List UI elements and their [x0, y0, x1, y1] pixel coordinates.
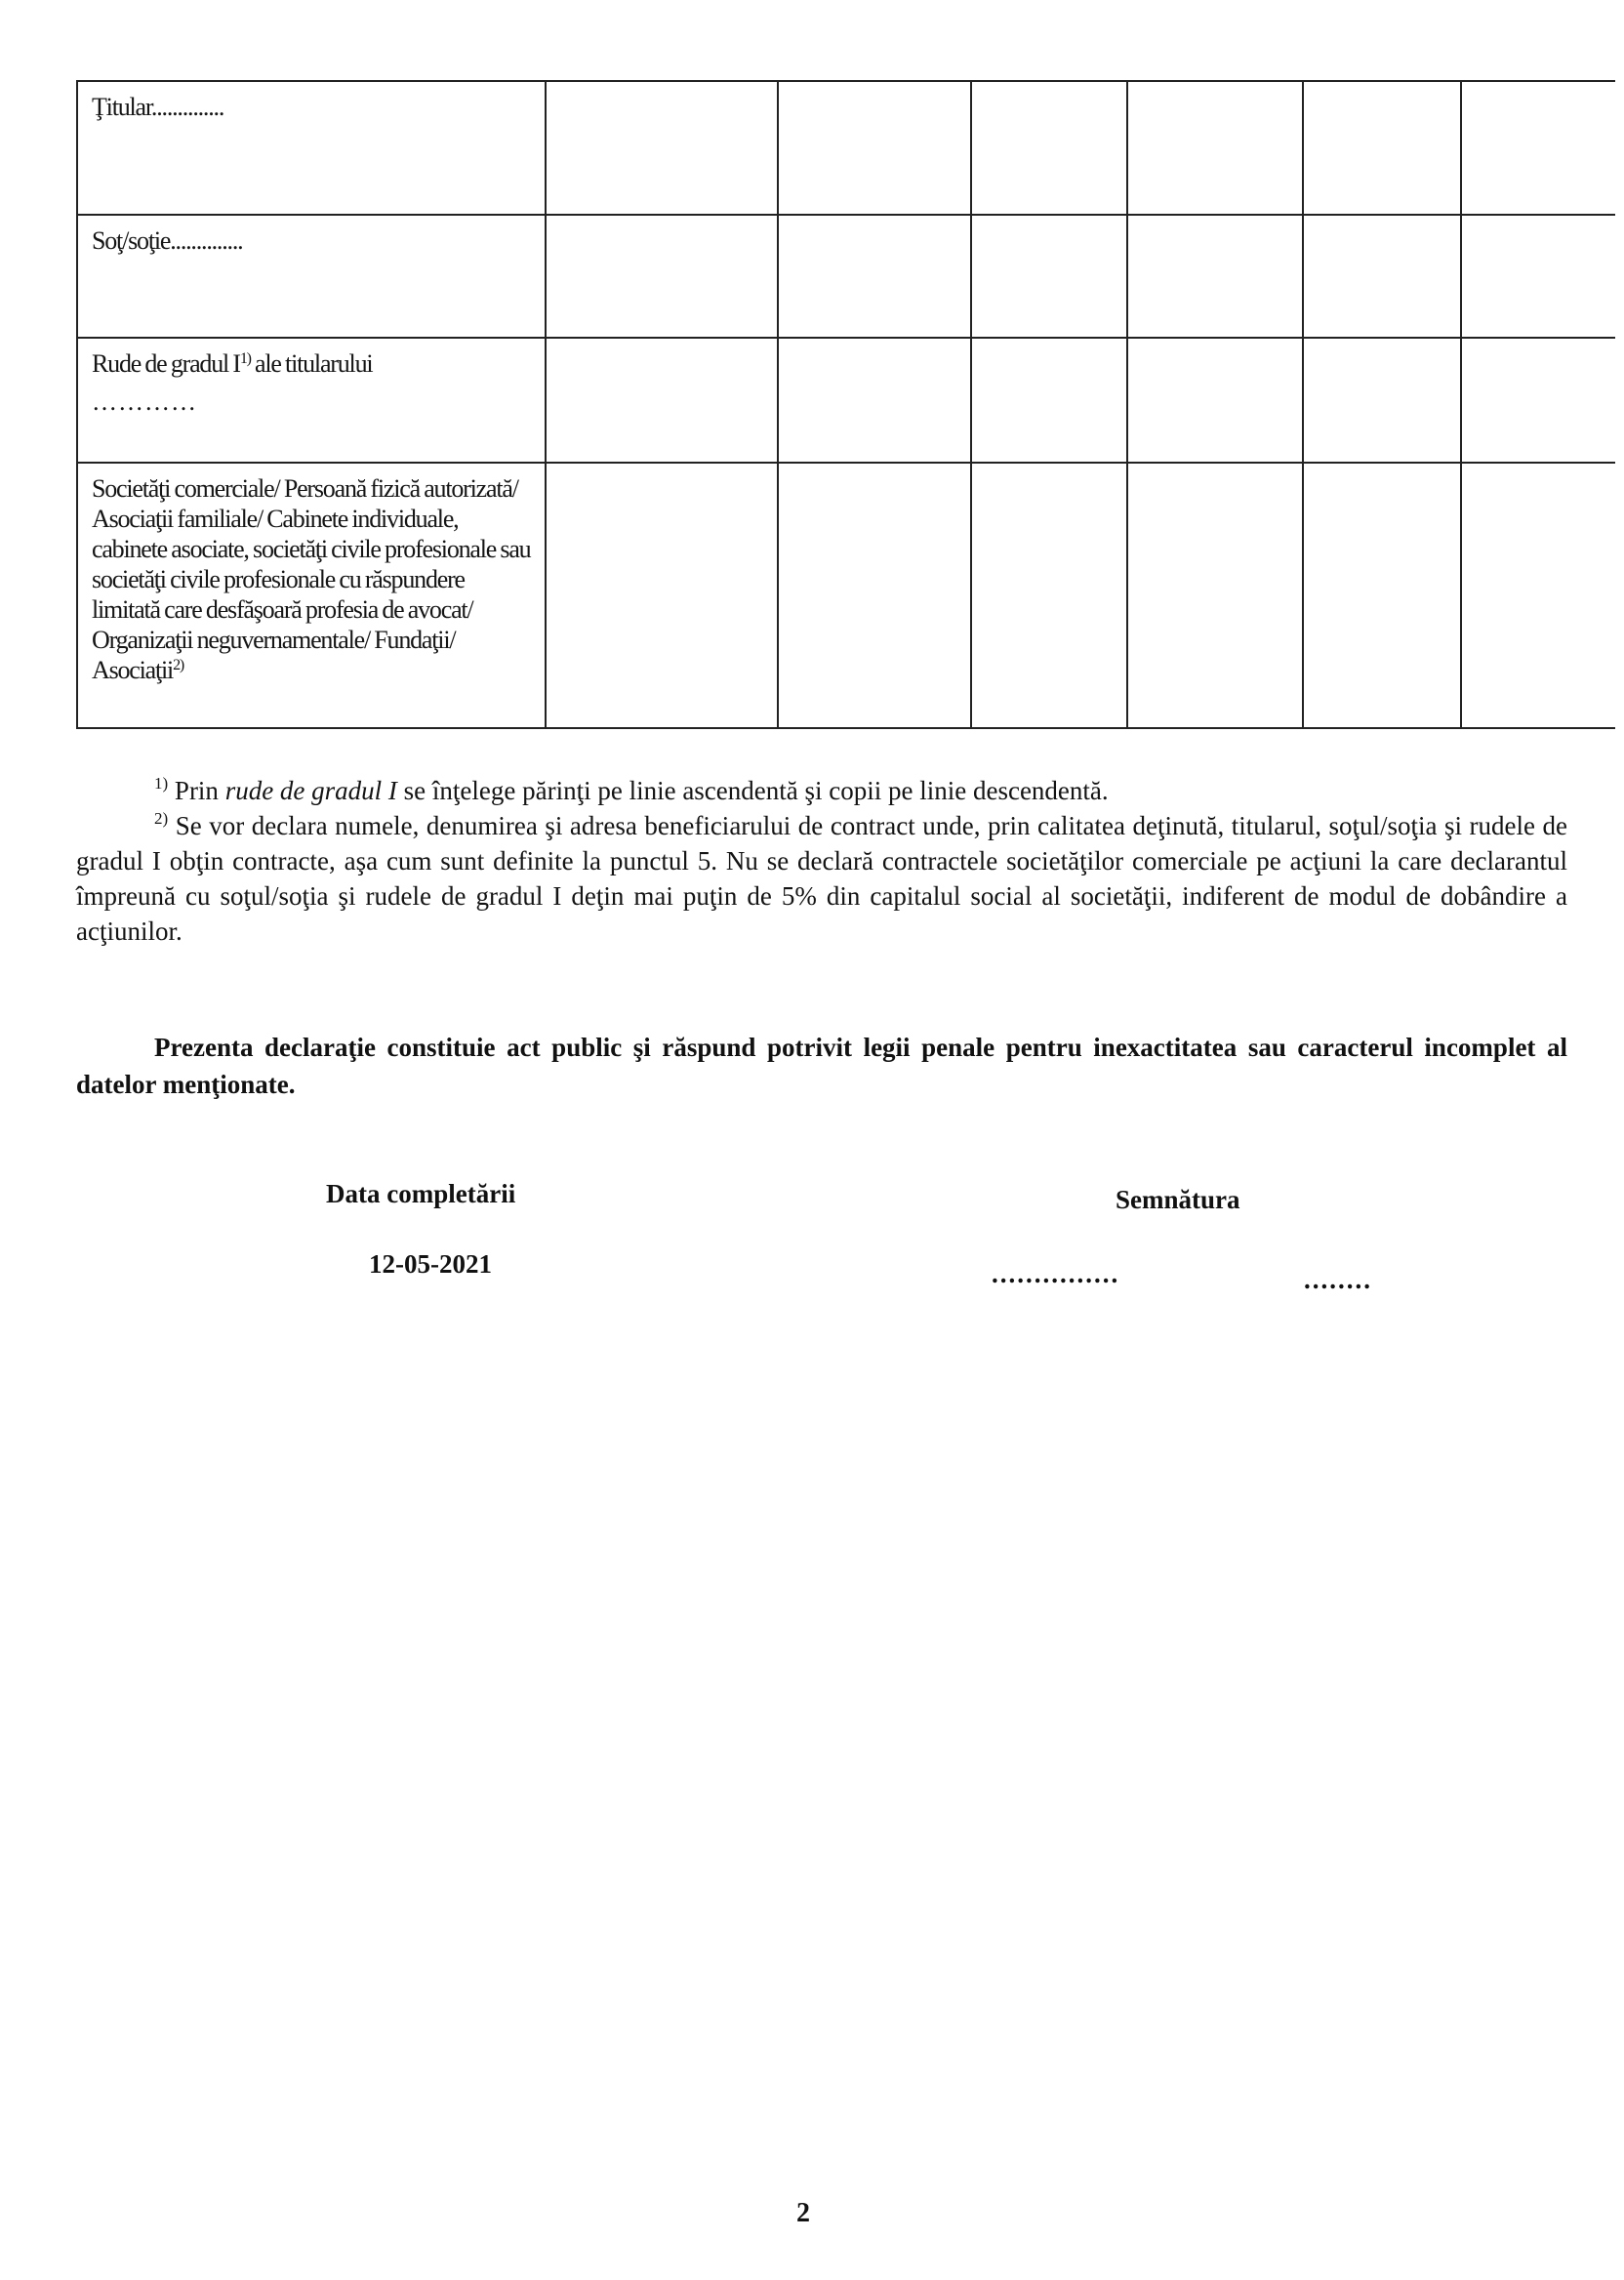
table-cell: [971, 338, 1127, 463]
footnote-2: [76, 808, 1567, 949]
table-cell: [1127, 81, 1303, 215]
relatives-label-start: Rude de gradul I: [92, 349, 240, 378]
table-row-companies: [77, 463, 1615, 728]
table-cell: [778, 215, 971, 338]
table-cell: [546, 463, 778, 728]
footnote-2-text: Se vor declara numele, denumirea şi adresa beneficiarului de contract unde, prin calitatea deţinută, titularul, soţul/soţia şi rudele de gradul I obţin contracte, aşa cum sunt definite la punctul 5. Nu se declară contractele societăţilor comerciale pe acţiuni la care declarantul împreună cu soţul/soţia şi rudele de gradul I deţin mai puţin de 5% din capitalul social al societăţii, indiferent de modul de dobândire a acţiunilor.: [76, 811, 1567, 946]
table-cell: [1127, 215, 1303, 338]
footnotes: [76, 773, 1567, 949]
relatives-label-end: ale titularului: [250, 349, 373, 378]
table-cell: [1303, 338, 1461, 463]
row-label-relatives: [77, 338, 546, 463]
table-cell: [1303, 81, 1461, 215]
relatives-dots: …………: [92, 387, 197, 416]
beneficiaries-table: [76, 80, 1615, 729]
table-cell: [1461, 338, 1615, 463]
legal-statement: Prezenta declaraţie constituie act public şi răspund potrivit legii penale pentru inexactitatea sau caracterul incomplet al datelor menţionate.: [76, 1033, 1567, 1099]
table-cell: [971, 463, 1127, 728]
titular-label: Ţitular..............: [92, 93, 224, 121]
table-cell: [1461, 463, 1615, 728]
table-cell: [1303, 463, 1461, 728]
footnote-2-marker: 2): [154, 809, 169, 828]
row-label-companies: [77, 463, 546, 728]
table-cell: [1461, 215, 1615, 338]
table-cell: [971, 215, 1127, 338]
footnote-ref-2: 2): [173, 657, 184, 673]
table-cell: [778, 338, 971, 463]
table-cell: [1127, 338, 1303, 463]
row-label-titular: [77, 81, 546, 215]
table-cell: [1127, 463, 1303, 728]
row-label-spouse: [77, 215, 546, 338]
table-cell: [778, 463, 971, 728]
table-cell: [971, 81, 1127, 215]
footnote-ref-1: 1): [239, 350, 251, 367]
footnote-1-before: Prin: [168, 776, 225, 805]
signature-dots-second: ........: [1304, 1265, 1372, 1294]
table-cell: [1461, 81, 1615, 215]
footnote-1-marker: 1): [154, 774, 169, 793]
table-cell: [546, 215, 778, 338]
table-cell: [546, 338, 778, 463]
signature-label: Semnătura: [1116, 1185, 1240, 1214]
table-row-relatives: [77, 338, 1615, 463]
date-value: 12-05-2021: [369, 1249, 492, 1279]
signature-dots-first: ...............: [992, 1259, 1120, 1288]
footnote-1-italic: rude de gradul I: [224, 776, 397, 805]
table-row-spouse: [77, 215, 1615, 338]
table-cell: [546, 81, 778, 215]
table-cell: [778, 81, 971, 215]
date-label: Data completării: [326, 1179, 516, 1208]
page-number: 2: [796, 2198, 810, 2228]
table-cell: [1303, 215, 1461, 338]
table-row-titular: [77, 81, 1615, 215]
companies-label: Societăţi comerciale/ Persoană fizică autorizată/ Asociaţii familiale/ Cabinete individuale, cabinete asociate, societăţi civile profesionale sau societăţi civile profesionale cu răspundere limitată care desfăşoară profesia de avocat/ Organizaţii neguvernamentale/ Fundaţii/ Asociaţii: [92, 474, 531, 684]
spouse-label: Soţ/soţie..............: [92, 226, 243, 255]
footnote-1: [76, 773, 1567, 808]
footnote-1-after: se înţelege părinţi pe linie ascendentă şi copii pe linie descendentă.: [396, 776, 1109, 805]
